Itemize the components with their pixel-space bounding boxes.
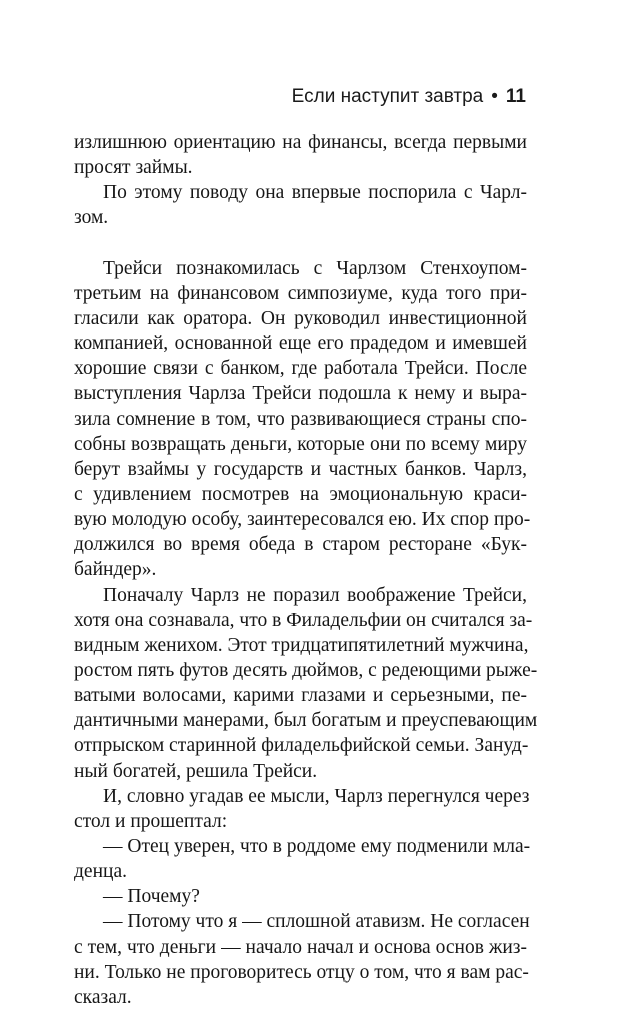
text-line: берут взаймы у государств и частных банков. Чарлз, — [74, 458, 527, 480]
text-line: ный богатей, решила Трейси. — [74, 760, 318, 782]
paragraph — [74, 784, 530, 834]
text-line: хотя она сознавала, что в Филадельфии он считался за- — [74, 609, 533, 631]
text-line: с тем, что деньги — начало начал и основа основ жиз- — [74, 936, 527, 958]
text-line: — Отец уверен, что в роддоме ему подменили мла- — [103, 835, 531, 857]
text-line: хорошие связи с банком, где работала Трейси. После — [74, 358, 527, 380]
paragraph — [74, 180, 527, 230]
text-line: стол и прошептал: — [74, 810, 228, 832]
header-separator: • — [491, 86, 498, 107]
text-line: ни. Только не проговоритесь отцу о том, что я вам рас- — [74, 961, 529, 983]
text-line: гласили как оратора. Он руководил инвестиционной — [74, 307, 527, 329]
text-line: третьим на финансовом симпозиуме, куда того при- — [74, 282, 527, 304]
text-line: зила сомнение в том, что развивающиеся страны спо- — [74, 408, 527, 430]
text-line: И, словно угадав ее мысли, Чарлз перегнулся через — [103, 785, 530, 807]
running-header — [70, 86, 526, 108]
paragraph — [74, 130, 527, 180]
text-line: собны возвращать деньги, которые они по всему миру — [74, 433, 527, 455]
paragraph — [74, 834, 531, 884]
book-title: Если наступит завтра — [291, 86, 484, 107]
text-line: сказал. — [74, 986, 132, 1008]
text-line: Трейси познакомилась с Чарлзом Стенхоупом- — [103, 257, 527, 279]
text-line: Поначалу Чарлз не поразил воображение Трейси, — [103, 584, 527, 606]
paragraph — [74, 909, 530, 1010]
text-line: зом. — [74, 207, 109, 229]
text-line: должился во время обеда в старом ресторане «Бук- — [74, 534, 527, 556]
paragraph — [74, 583, 538, 784]
text-line: излишнюю ориентацию на финансы, всегда первыми — [74, 132, 527, 153]
text-line: видным женихом. Этот тридцатипятилетний мужчина, — [74, 634, 529, 656]
text-line: выступления Чарлза Трейси подошла к нему и выра- — [74, 383, 527, 405]
section-break — [74, 231, 527, 256]
text-line: отпрыском старинной филадельфийской семьи. Зануд- — [74, 735, 529, 757]
text-line: вую молодую особу, заинтересовался ею. Их спор про- — [74, 509, 531, 531]
paragraph — [74, 884, 527, 909]
page-number: 11 — [505, 86, 526, 107]
text-line: — Потому что я — сплошной атавизм. Не согласен — [103, 911, 530, 933]
text-line: с удивлением посмотрев на эмоциональную краси- — [74, 483, 527, 505]
text-line: ростом пять футов десять дюймов, с редеющими рыже- — [74, 659, 538, 681]
body-text — [74, 130, 538, 1010]
text-line: байндер». — [74, 559, 157, 581]
paragraph — [74, 256, 531, 583]
text-line: По этому поводу она впервые поспорила с Чарл- — [103, 182, 527, 204]
text-line: денца. — [74, 861, 127, 883]
text-line: ватыми волосами, карими глазами и серьезными, пе- — [74, 685, 527, 707]
text-line: дантичными манерами, был богатым и преуспевающим — [74, 710, 538, 732]
text-line: компанией, основанной еще его прадедом и имевшей — [74, 333, 527, 355]
text-line: просят займы. — [74, 157, 193, 179]
text-line: — Почему? — [103, 886, 200, 908]
